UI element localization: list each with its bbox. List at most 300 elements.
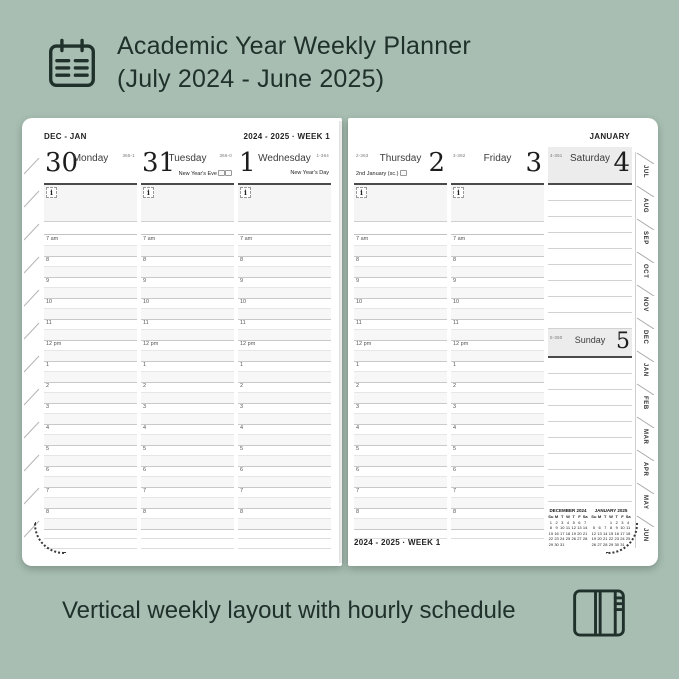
hour-label: 8: [143, 509, 147, 515]
hour-label: 8: [453, 257, 457, 263]
month-tab-dec: [636, 317, 655, 350]
calendar-day-cell: 7: [584, 519, 587, 525]
hour-label: 9: [356, 278, 360, 284]
hour-slot: [141, 466, 234, 487]
hour-label: 8: [143, 257, 147, 263]
day-column-friday: [451, 147, 544, 539]
calendar-day-cell: 13: [597, 530, 602, 536]
day-of-year: 2-363: [356, 153, 369, 158]
corner-dotted-arc: [606, 519, 638, 554]
right-page: [348, 118, 658, 566]
month-tab-jun: [636, 515, 655, 548]
all-day-notes-box: [238, 185, 331, 222]
hour-label: 3: [356, 404, 360, 410]
hour-label: 10: [46, 299, 53, 305]
month-tab-label: AUG: [642, 198, 648, 214]
hour-slot: [354, 235, 447, 256]
hour-slot: [354, 361, 447, 382]
day-header: [354, 147, 447, 185]
hour-label: 7: [240, 488, 244, 494]
day-name: Thursday: [379, 153, 422, 164]
day-column-thursday: [354, 147, 447, 539]
notes-icon: i: [240, 187, 251, 198]
calendar-day-cell: 22: [608, 536, 614, 541]
month-tab-jul: [636, 152, 655, 185]
calendar-weekday: M: [554, 514, 559, 519]
month-tab-label: JUN: [642, 528, 648, 542]
hour-label: 7: [453, 488, 457, 494]
hour-slot: [354, 424, 447, 445]
week-label: 2024 - 2025 · WEEK 1: [243, 132, 330, 141]
hour-grid: [354, 235, 447, 529]
calendar-day-cell: 12: [571, 525, 576, 530]
calendar-weekday: Su: [548, 514, 554, 519]
hour-label: 2: [453, 383, 457, 389]
calendar-day-cell: 3: [621, 519, 624, 525]
hour-slot: [44, 298, 137, 319]
calendar-day-cell: [582, 542, 588, 548]
hour-label: 5: [46, 446, 50, 452]
all-day-notes-box: [141, 185, 234, 222]
day-name: Sunday: [574, 335, 606, 345]
calendar-weekday: Sa: [582, 514, 588, 519]
calendar-day-cell: 21: [582, 530, 588, 536]
day-name: Monday: [72, 153, 109, 164]
hour-slot: [451, 277, 544, 298]
day-header: [44, 147, 137, 185]
hour-slot: [451, 466, 544, 487]
ruled-line: [548, 249, 632, 265]
calendar-day-cell: 10: [560, 525, 565, 530]
ruled-line: [548, 358, 632, 374]
calendar-day-cell: 4: [627, 519, 630, 525]
day-name: Tuesday: [168, 153, 207, 164]
hour-slot: [141, 256, 234, 277]
month-tab-label: DEC: [642, 330, 648, 345]
hour-label: 9: [46, 278, 50, 284]
hour-label: 4: [46, 425, 50, 431]
hour-label: 11: [453, 320, 459, 326]
hour-label: 12 pm: [356, 341, 372, 347]
calendar-day-cell: 8: [609, 525, 613, 530]
calendar-day-cell: 1: [609, 519, 613, 525]
calendar-day-cell: 20: [577, 530, 582, 536]
hour-label: 4: [453, 425, 457, 431]
trailing-line: [451, 529, 544, 539]
month-tab-apr: [636, 449, 655, 482]
hour-label: 12 pm: [240, 341, 256, 347]
tab-edge-hatch: [24, 158, 40, 559]
blank-row: [354, 222, 447, 235]
calendar-day-cell: 13: [577, 525, 582, 530]
sunday-ruled-area: [548, 358, 632, 502]
hour-label: 10: [143, 299, 150, 305]
hour-label: 12 pm: [46, 341, 62, 347]
day-column-monday: [44, 147, 137, 549]
hour-slot: [238, 487, 331, 508]
hour-label: 11: [356, 320, 362, 326]
ruled-line: [548, 422, 632, 438]
day-number: 31: [142, 148, 176, 178]
day-header: [238, 147, 331, 185]
calendar-day-cell: 16: [614, 530, 619, 536]
hour-grid: [141, 235, 234, 529]
hour-slot: [44, 382, 137, 403]
day-of-year: 366-0: [219, 153, 232, 158]
calendar-day-cell: 14: [603, 530, 608, 536]
hour-label: 6: [143, 467, 147, 473]
hour-label: 7 am: [143, 236, 156, 242]
hour-slot: [141, 319, 234, 340]
calendar-day-cell: 23: [614, 536, 619, 541]
blank-row: [238, 222, 331, 235]
hour-label: 7: [356, 488, 360, 494]
hour-slot: [354, 466, 447, 487]
month-tab-label: FEB: [642, 396, 648, 410]
calendar-day-cell: 14: [582, 525, 588, 530]
calendar-day-cell: 8: [549, 525, 552, 530]
hour-slot: [141, 340, 234, 361]
day-column-tuesday: [141, 147, 234, 549]
hour-label: 9: [240, 278, 244, 284]
calendar-day-cell: 7: [604, 525, 607, 530]
hour-slot: [44, 256, 137, 277]
hour-slot: [141, 487, 234, 508]
left-page: [22, 118, 342, 566]
hour-label: 1: [143, 362, 147, 368]
day-number: 2: [428, 148, 445, 178]
month-tab-mar: [636, 416, 655, 449]
planner-calendar-icon: [44, 36, 100, 92]
month-tab-label: MAR: [642, 429, 648, 445]
calendar-day-cell: 11: [565, 525, 571, 530]
calendar-weekday: W: [566, 514, 570, 519]
calendar-day-cell: 6: [598, 525, 601, 530]
month-tab-label: SEP: [642, 231, 648, 245]
day-of-year: 365-1: [122, 153, 135, 158]
hour-grid: [451, 235, 544, 529]
calendar-day-cell: 1: [549, 519, 552, 525]
all-day-notes-box: [354, 185, 447, 222]
day-name: Saturday: [569, 153, 611, 164]
hour-slot: [451, 319, 544, 340]
calendar-day-cell: 9: [555, 525, 558, 530]
hour-slot: [451, 340, 544, 361]
hour-slot: [44, 277, 137, 298]
calendar-day-cell: 25: [625, 536, 631, 541]
calendar-day-cell: 30: [554, 541, 559, 547]
hour-label: 4: [240, 425, 244, 431]
month-tab-label: JAN: [642, 363, 648, 377]
ruled-line: [548, 265, 632, 281]
calendar-day-cell: 16: [554, 530, 559, 536]
hour-label: 3: [46, 404, 50, 410]
title-line-1: Academic Year Weekly Planner: [117, 32, 471, 60]
calendar-day-cell: 5: [572, 519, 575, 525]
calendar-weekday: Sa: [625, 514, 631, 519]
hour-label: 2: [143, 383, 147, 389]
calendar-day-cell: 29: [608, 541, 614, 547]
calendar-day-cell: 30: [614, 541, 619, 547]
hour-label: 5: [240, 446, 244, 452]
day-name: Wednesday: [258, 153, 311, 164]
hour-label: 10: [453, 299, 460, 305]
hour-slot: [451, 298, 544, 319]
notes-icon: i: [46, 187, 57, 198]
title-line-2: (July 2024 - June 2025): [117, 65, 385, 93]
calendar-day-cell: 17: [620, 530, 625, 536]
holiday-badge-icon: [400, 170, 407, 176]
month-tab-aug: [636, 185, 655, 218]
calendar-day-cell: 6: [578, 519, 581, 525]
calendar-day-cell: 3: [561, 519, 564, 525]
month-range-label: DEC - JAN: [44, 132, 87, 141]
ruled-line: [548, 201, 632, 217]
month-tab-jan: [636, 350, 655, 383]
hour-label: 4: [356, 425, 360, 431]
calendar-day-cell: 26: [591, 541, 597, 547]
calendar-weekday: T: [572, 514, 575, 519]
calendar-day-cell: 18: [565, 530, 571, 536]
hour-label: 8: [240, 509, 244, 515]
month-tab-sep: [636, 218, 655, 251]
mini-calendar-december: [548, 508, 588, 547]
hour-slot: [354, 382, 447, 403]
hour-label: 6: [356, 467, 360, 473]
notes-icon: i: [356, 187, 367, 198]
blank-row: [141, 222, 234, 235]
hour-slot: [44, 340, 137, 361]
hour-label: 1: [453, 362, 457, 368]
calendar-weekday: F: [621, 514, 624, 519]
day-name: Friday: [483, 153, 512, 164]
calendar-day-cell: 4: [566, 519, 570, 525]
month-tab-label: APR: [642, 462, 648, 477]
holiday-row: 2nd January (sc.): [356, 170, 407, 178]
notes-icon: i: [143, 187, 154, 198]
day-column-wednesday: [238, 147, 331, 549]
hour-label: 8: [46, 257, 50, 263]
hour-label: 8: [240, 257, 244, 263]
hour-label: 10: [356, 299, 363, 305]
blank-row: [44, 222, 137, 235]
all-day-notes-box: [44, 185, 137, 222]
calendar-day-cell: 20: [597, 536, 602, 541]
calendar-day-cell: 27: [597, 541, 602, 547]
hour-slot: [451, 256, 544, 277]
trailing-line: [141, 539, 234, 549]
weekend-column: [548, 147, 632, 547]
calendar-day-cell: 28: [603, 541, 608, 547]
hour-label: 2: [356, 383, 360, 389]
hour-label: 8: [453, 509, 457, 515]
calendar-day-cell: 19: [591, 536, 597, 541]
hour-label: 9: [453, 278, 457, 284]
planner-spread: [22, 118, 658, 566]
day-of-year: 5-360: [550, 335, 563, 340]
hour-slot: [238, 466, 331, 487]
calendar-day-cell: 31: [560, 541, 565, 547]
trailing-line: [238, 529, 331, 539]
hour-label: 5: [143, 446, 147, 452]
calendar-day-cell: 17: [560, 530, 565, 536]
calendar-day-cell: 15: [608, 530, 614, 536]
hour-slot: [451, 403, 544, 424]
feature-caption: Vertical weekly layout with hourly schedule: [62, 597, 516, 624]
hour-slot: [451, 235, 544, 256]
hour-slot: [44, 361, 137, 382]
hour-slot: [354, 319, 447, 340]
hour-label: 7 am: [453, 236, 466, 242]
hour-label: 6: [453, 467, 457, 473]
calendar-day-cell: 27: [577, 536, 582, 541]
hour-slot: [451, 361, 544, 382]
hour-label: 1: [240, 362, 244, 368]
hour-slot: [354, 487, 447, 508]
calendar-day-cell: 5: [592, 525, 595, 530]
hour-slot: [354, 445, 447, 466]
hour-slot: [354, 256, 447, 277]
day-of-year: 3-362: [453, 153, 466, 158]
day-of-year: 4-361: [550, 153, 563, 158]
hour-label: 11: [240, 320, 246, 326]
calendar-day-cell: 29: [548, 541, 554, 547]
month-label: JANUARY: [589, 132, 630, 141]
calendar-weekday: T: [604, 514, 607, 519]
calendar-weekday: T: [615, 514, 618, 519]
ruled-line: [548, 217, 632, 233]
hour-slot: [141, 235, 234, 256]
mini-calendar-title: DECEMBER 2024: [549, 508, 587, 513]
all-day-notes-box: [451, 185, 544, 222]
hour-slot: [44, 424, 137, 445]
hour-label: 7: [143, 488, 147, 494]
ruled-line: [548, 281, 632, 297]
month-tabs: [635, 152, 655, 548]
hour-label: 6: [46, 467, 50, 473]
hour-label: 7 am: [46, 236, 59, 242]
calendar-day-cell: 28: [582, 536, 588, 541]
ruled-line: [548, 438, 632, 454]
hour-label: 5: [356, 446, 360, 452]
sunday-header: [548, 329, 632, 358]
hour-label: 4: [143, 425, 147, 431]
ruled-line: [548, 390, 632, 406]
calendar-day-cell: 2: [555, 519, 558, 525]
calendar-weekday: W: [609, 514, 613, 519]
hour-slot: [141, 277, 234, 298]
holiday-row: New Year's Eve: [179, 170, 232, 178]
calendar-day-cell: 19: [571, 530, 576, 536]
hour-label: 11: [143, 320, 149, 326]
ruled-line: [548, 486, 632, 502]
calendar-day-cell: 24: [620, 536, 625, 541]
hour-slot: [141, 424, 234, 445]
hour-slot: [238, 277, 331, 298]
mini-calendar-grid: [548, 514, 588, 547]
ruled-line: [548, 454, 632, 470]
hour-slot: [354, 277, 447, 298]
calendar-day-cell: 21: [603, 536, 608, 541]
hour-slot: [238, 403, 331, 424]
hour-slot: [44, 319, 137, 340]
holiday-row: New Year's Day: [290, 170, 329, 176]
hour-slot: [141, 361, 234, 382]
month-tab-label: JUL: [642, 165, 648, 179]
hour-slot: [354, 508, 447, 529]
holiday-badge-icon: [225, 170, 232, 176]
hour-slot: [451, 382, 544, 403]
day-number: 5: [616, 329, 630, 354]
saturday-header: [548, 147, 632, 185]
month-tab-label: OCT: [642, 264, 648, 279]
hour-slot: [238, 319, 331, 340]
hour-label: 8: [356, 257, 360, 263]
hour-grid: [44, 235, 137, 529]
trailing-line: [238, 539, 331, 549]
day-header: [451, 147, 544, 185]
hour-slot: [451, 487, 544, 508]
hour-label: 12 pm: [143, 341, 159, 347]
hour-slot: [451, 508, 544, 529]
hour-slot: [238, 508, 331, 529]
calendar-weekday: F: [578, 514, 581, 519]
hour-label: 8: [46, 509, 50, 515]
hour-slot: [141, 382, 234, 403]
day-number: 3: [525, 148, 542, 178]
ruled-line: [548, 470, 632, 486]
ruled-line: [548, 374, 632, 390]
trailing-line: [141, 529, 234, 539]
hour-slot: [238, 361, 331, 382]
hour-label: 1: [356, 362, 360, 368]
hour-slot: [238, 445, 331, 466]
hour-slot: [44, 466, 137, 487]
hour-slot: [44, 403, 137, 424]
holiday-badge-icon: [218, 170, 225, 176]
hour-slot: [238, 256, 331, 277]
calendar-day-cell: 31: [620, 541, 625, 547]
month-tab-oct: [636, 251, 655, 284]
month-tab-nov: [636, 284, 655, 317]
day-number: 30: [45, 148, 79, 178]
hour-slot: [238, 298, 331, 319]
month-tab-label: NOV: [642, 297, 648, 312]
calendar-weekday: T: [561, 514, 564, 519]
hour-label: 12 pm: [453, 341, 469, 347]
hour-label: 7 am: [240, 236, 253, 242]
ruled-line: [548, 313, 632, 329]
hour-label: 2: [46, 383, 50, 389]
hour-slot: [238, 382, 331, 403]
hour-label: 8: [356, 509, 360, 515]
hour-slot: [238, 340, 331, 361]
hour-slot: [354, 403, 447, 424]
hour-label: 2: [240, 383, 244, 389]
hour-label: 3: [143, 404, 147, 410]
blank-row: [451, 222, 544, 235]
ruled-line: [548, 406, 632, 422]
hour-slot: [44, 235, 137, 256]
hour-label: 7: [46, 488, 50, 494]
page-title: [117, 30, 471, 96]
ruled-line: [548, 297, 632, 313]
week-label-bottom: 2024 - 2025 · WEEK 1: [354, 538, 441, 547]
calendar-weekday: Su: [591, 514, 597, 519]
day-of-year: 1-364: [316, 153, 329, 158]
calendar-day-cell: 15: [548, 530, 554, 536]
calendar-day-cell: 26: [571, 536, 576, 541]
